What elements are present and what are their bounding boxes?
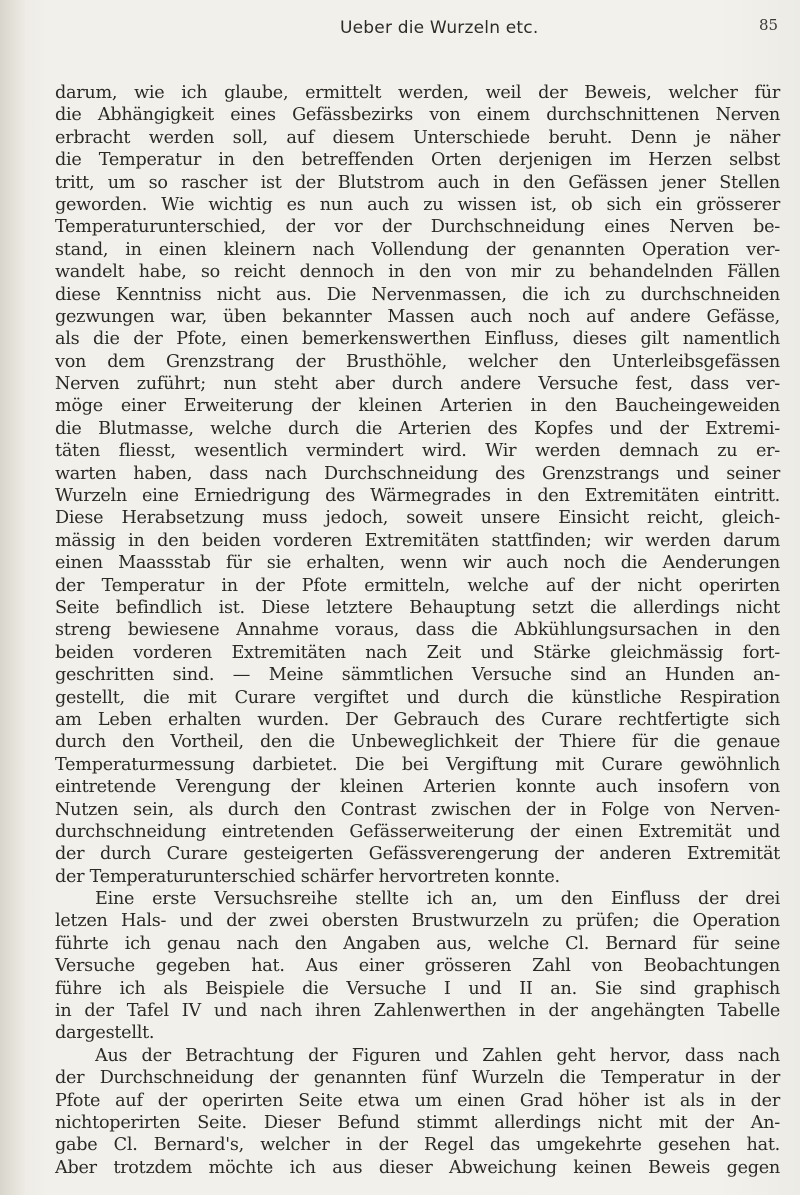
- text-line: diese Kenntniss nicht aus. Die Nervenmassen, die ich zu durchschneiden: [55, 284, 780, 305]
- text-line: die Blutmasse, welche durch die Arterien des Kopfes und der Extremi-: [55, 418, 780, 439]
- text-line: Diese Herabsetzung muss jedoch, soweit unsere Einsicht reicht, gleich-: [55, 508, 780, 529]
- text-line: durchschneidung eintretenden Gefässerweiterung der einen Extremität und: [55, 821, 780, 842]
- text-line: Aus der Betrachtung der Figuren und Zahlen geht hervor, dass nach: [95, 1045, 780, 1066]
- text-line: tritt, um so rascher ist der Blutstrom auch in den Gefässen jener Stellen: [55, 172, 780, 193]
- text-line: warten haben, dass nach Durchschneidung des Grenzstrangs und seiner: [55, 463, 780, 484]
- text-line: Seite befindlich ist. Diese letztere Behauptung setzt die allerdings nicht: [55, 597, 780, 618]
- text-line: als die der Pfote, einen bemerkenswerthen Einfluss, dieses gilt namentlich: [55, 329, 780, 350]
- text-line: Aber trotzdem möchte ich aus dieser Abweichung keinen Beweis gegen: [55, 1157, 780, 1178]
- body-text: [55, 82, 780, 1179]
- text-line: geworden. Wie wichtig es nun auch zu wissen ist, ob sich ein grösserer: [55, 194, 780, 215]
- text-line: täten fliesst, wesentlich vermindert wird. Wir werden demnach zu er-: [55, 441, 780, 462]
- text-line: dargestellt.: [55, 1023, 155, 1044]
- text-line: nichtoperirten Seite. Dieser Befund stimmt allerdings nicht mit der An-: [55, 1112, 780, 1133]
- text-line: geschritten sind. — Meine sämmtlichen Versuche sind an Hunden an-: [55, 665, 780, 686]
- text-line: mässig in den beiden vorderen Extremitäten stattfinden; wir werden darum: [55, 530, 780, 551]
- text-line: Temperaturmessung darbietet. Die bei Vergiftung mit Curare gewöhnlich: [55, 754, 780, 775]
- text-line: führe ich als Beispiele die Versuche I und II an. Sie sind graphisch: [55, 978, 780, 999]
- text-line: beiden vorderen Extremitäten nach Zeit und Stärke gleichmässig fort-: [55, 642, 780, 663]
- text-line: gabe Cl. Bernard's, welcher in der Regel das umgekehrte gesehen hat.: [55, 1135, 780, 1156]
- text-line: Nerven zuführt; nun steht aber durch andere Versuche fest, dass ver-: [55, 374, 780, 395]
- text-line: Nutzen sein, als durch den Contrast zwischen der in Folge von Nerven-: [55, 799, 780, 820]
- text-line: Wurzeln eine Erniedrigung des Wärmegrades in den Extremitäten eintritt.: [55, 486, 780, 507]
- text-line: eintretende Verengung der kleinen Arterien konnte auch insofern von: [55, 777, 780, 798]
- binding-shadow: [0, 0, 26, 1195]
- text-line: der Temperaturunterschied schärfer hervortreten konnte.: [55, 866, 560, 887]
- text-line: in der Tafel IV und nach ihren Zahlenwerthen in der angehängten Tabelle: [55, 1001, 780, 1022]
- text-line: möge einer Erweiterung der kleinen Arterien in den Baucheingeweiden: [55, 396, 780, 417]
- text-line: von dem Grenzstrang der Brusthöhle, welcher den Unterleibsgefässen: [55, 351, 780, 372]
- text-line: führte ich genau nach den Angaben aus, welche Cl. Bernard für seine: [55, 933, 780, 954]
- text-line: am Leben erhalten wurden. Der Gebrauch des Curare rechtfertigte sich: [55, 709, 780, 730]
- text-line: Temperaturunterschied, der vor der Durchschneidung eines Nerven be-: [55, 217, 780, 238]
- text-line: einen Maassstab für sie erhalten, wenn wir auch noch die Aenderungen: [55, 553, 780, 574]
- text-line: Pfote auf der operirten Seite etwa um einen Grad höher ist als in der: [55, 1090, 780, 1111]
- text-line: streng bewiesene Annahme voraus, dass die Abkühlungsursachen in den: [55, 620, 780, 641]
- text-line: darum, wie ich glaube, ermittelt werden, weil der Beweis, welcher für: [55, 83, 780, 103]
- text-line: Versuche gegeben hat. Aus einer grösseren Zahl von Beobachtungen: [55, 956, 780, 977]
- text-line: erbracht werden soll, auf diesem Unterschiede beruht. Denn je näher: [55, 127, 780, 148]
- page-number: 85: [759, 16, 779, 34]
- running-title: Ueber die Wurzeln etc.: [340, 18, 539, 38]
- text-line: der Durchschneidung der genannten fünf Wurzeln die Temperatur in der: [55, 1068, 780, 1089]
- text-line: Eine erste Versuchsreihe stellte ich an, um den Einfluss der drei: [95, 889, 780, 910]
- text-line: die Abhängigkeit eines Gefässbezirks von einem durchschnittenen Nerven: [55, 105, 780, 126]
- text-line: die Temperatur in den betreffenden Orten derjenigen im Herzen selbst: [55, 150, 780, 171]
- text-line: der durch Curare gesteigerten Gefässverengerung der anderen Extremität: [55, 844, 780, 865]
- text-line: gezwungen war, üben bekannter Massen auch noch auf andere Gefässe,: [55, 306, 780, 327]
- text-line: wandelt habe, so reicht dennoch in den von mir zu behandelnden Fällen: [55, 262, 780, 283]
- page-header: [0, 14, 800, 44]
- text-line: stand, in einen kleinern nach Vollendung der genannten Operation ver-: [55, 239, 780, 260]
- text-line: der Temperatur in der Pfote ermitteln, welche auf der nicht operirten: [55, 575, 780, 596]
- text-line: letzen Hals- und der zwei obersten Brustwurzeln zu prüfen; die Operation: [55, 911, 780, 932]
- text-line: gestellt, die mit Curare vergiftet und durch die künstliche Respiration: [55, 687, 780, 708]
- text-line: durch den Vortheil, den die Unbeweglichkeit der Thiere für die genaue: [55, 732, 780, 753]
